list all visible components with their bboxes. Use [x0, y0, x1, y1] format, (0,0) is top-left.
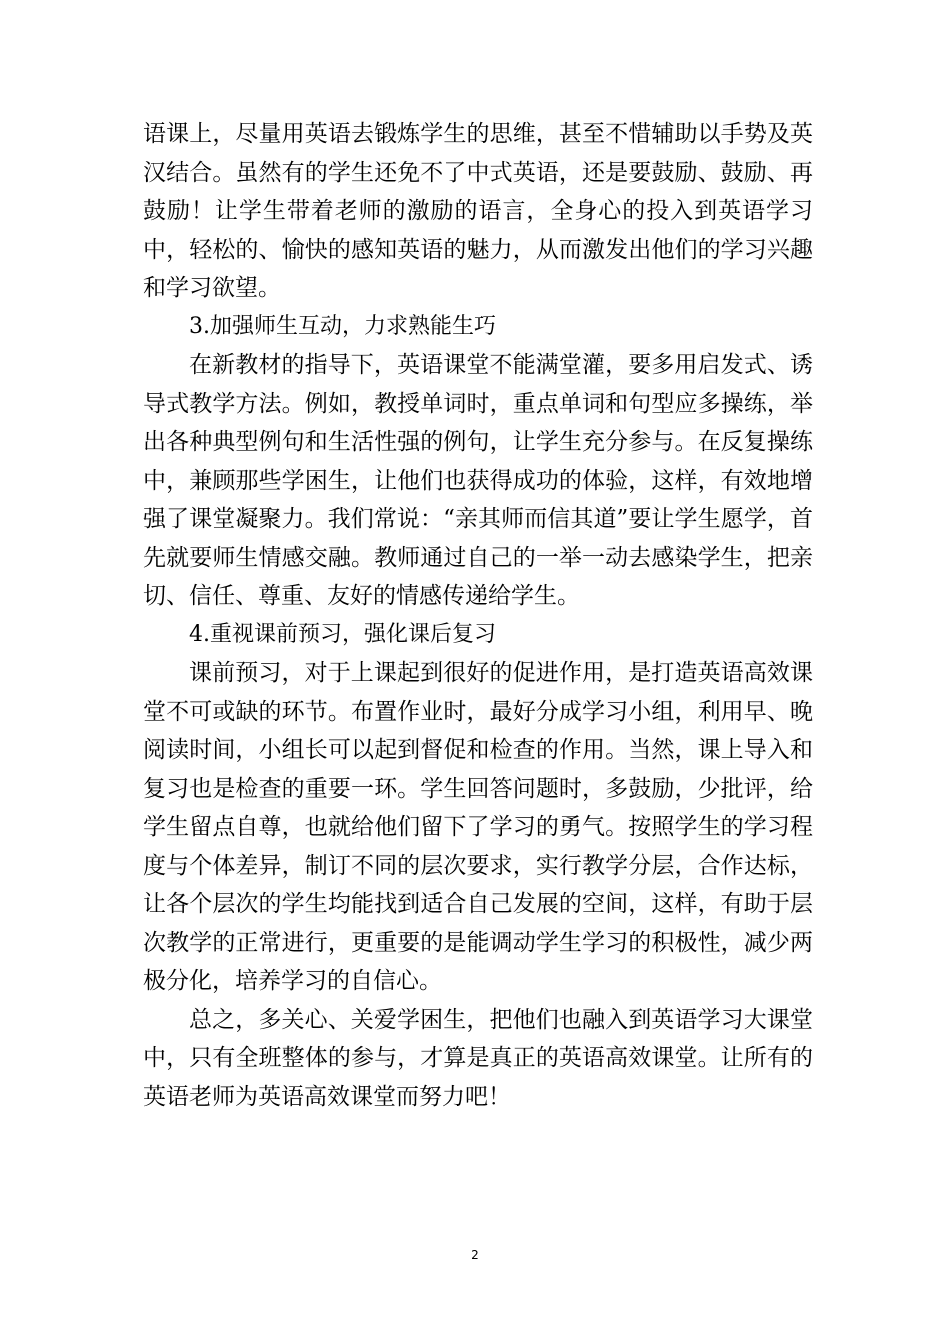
paragraph-continued: 语课上，尽量用英语去锻炼学生的思维，甚至不惜辅助以手势及英汉结合。虽然有的学生还免不了中式英语，还是要鼓励、鼓励、再鼓励！让学生带着老师的激励的语言，全身心的投入到英语学习中，轻松的、愉快的感知英语的魅力，从而激发出他们的学习兴趣和学习欲望。 [143, 121, 813, 301]
paragraph-conclusion: 总之，多关心、关爱学困生，把他们也融入到英语学习大课堂中，只有全班整体的参与，才算是真正的英语高效课堂。让所有的英语老师为英语高效课堂而努力吧！ [143, 1006, 813, 1110]
section-heading-4: 4.重视课前预习，强化课后复习 [189, 621, 496, 647]
paragraph-preview-review: 课前预习，对于上课起到很好的促进作用，是打造英语高效课堂不可或缺的环节。布置作业时，最好分成学习小组，利用早、晚阅读时间，小组长可以起到督促和检查的作用。当然，课上导入和复习也是检查的重要一环。学生回答问题时，多鼓励，少批评，给学生留点自尊，也就给他们留下了学习的勇气。按照学生的学习程度与个体差异，制订不同的层次要求，实行教学分层，合作达标，让各个层次的学生均能找到适合自己发展的空间，这样，有助于层次教学的正常进行，更重要的是能调动学生学习的积极性，减少两极分化，培养学习的自信心。 [143, 660, 813, 994]
section-heading-3: 3.加强师生互动，力求熟能生巧 [189, 313, 496, 339]
document-body [143, 115, 813, 1116]
paragraph-teacher-student-interaction: 在新教材的指导下，英语课堂不能满堂灌，要多用启发式、诱导式教学方法。例如，教授单词时，重点单词和句型应多操练，举出各种典型例句和生活性强的例句，让学生充分参与。在反复操练中，兼顾那些学困生，让他们也获得成功的体验，这样，有效地增强了课堂凝聚力。我们常说：“亲其师而信其道”要让学生愿学，首先就要师生情感交融。教师通过自己的一举一动去感染学生，把亲切、信任、尊重、友好的情感传递给学生。 [143, 352, 813, 609]
page-number: 2 [471, 1248, 479, 1262]
